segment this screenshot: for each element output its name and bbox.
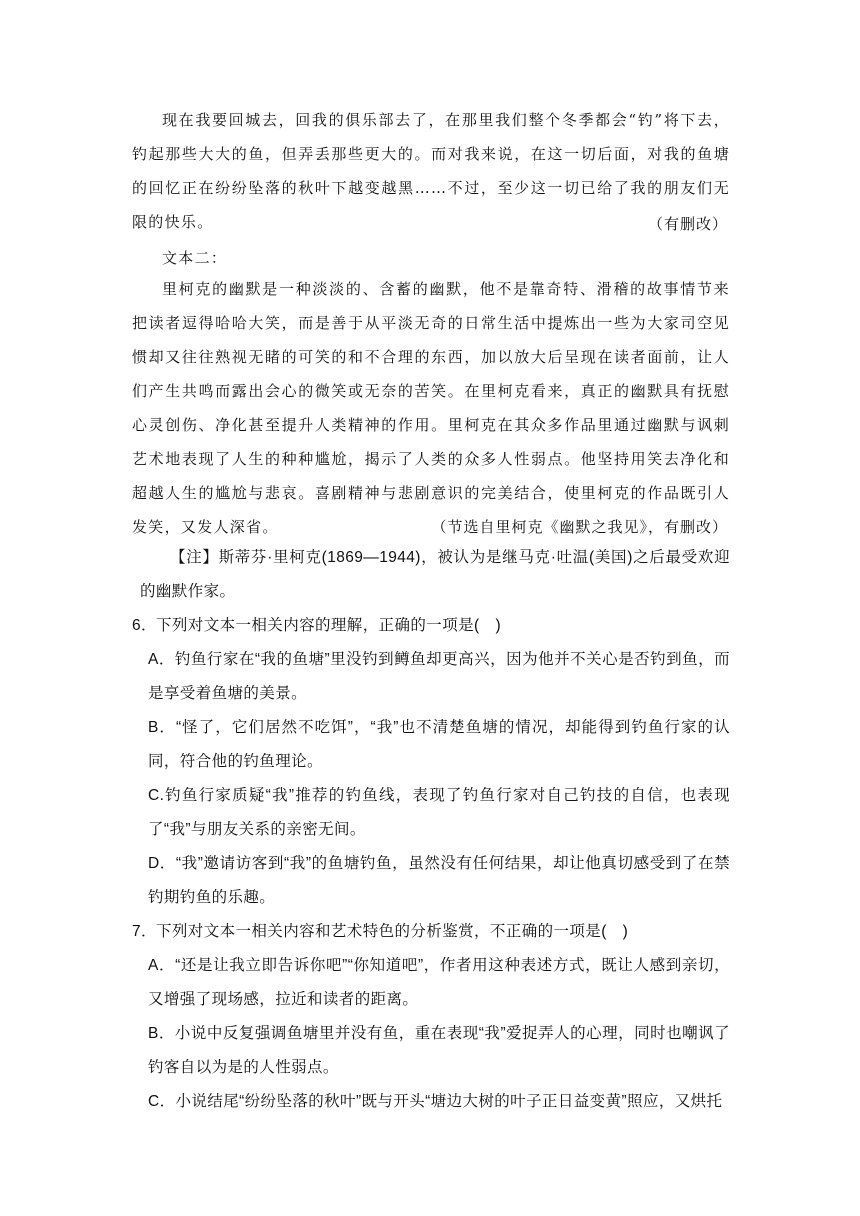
question-number: 6． — [132, 617, 157, 634]
text1-source: （有删改） — [647, 215, 728, 233]
text1-paragraph: 现在我要回城去，回我的俱乐部去了，在那里我们整个冬季都会“钓”将下去，钓起那些大大的鱼，但弄丢那些更大的。而对我来说，在这一切后面，对我的鱼塘的回忆正在纷纷坠落的秋叶下越变越黑……不过，至少这一切已给了我的朋友们无限的快乐。 — [132, 111, 730, 231]
text2-label: 文本二： — [162, 249, 228, 267]
question-6-stem — [132, 609, 732, 643]
question-7-option-c: C．小说结尾“纷纷坠落的秋叶”既与开头“塘边大树的叶子正日益变黄”照应，又烘托 — [148, 1093, 723, 1110]
note-paragraph: 【注】斯蒂芬·里柯克(1869—1944)，被认为是继马克·吐温(美国)之后最受欢迎的幽默作家。 — [140, 549, 730, 600]
text2-source: （节选自里柯克《幽默之我见》，有删改） — [431, 518, 728, 536]
question-6-option-a: A．钓鱼行家在“我的鱼塘”里没钓到鳟鱼却更高兴，因为他并不关心是否钓到鱼，而是享受着鱼塘的美景。 — [148, 651, 730, 702]
question-7-option-a: A．“还是让我立即告诉你吧”“你知道吧”，作者用这种表述方式，既让人感到亲切，又增强了现场感，拉近和读者的距离。 — [148, 957, 730, 1008]
question-6-option-b: B．“怪了，它们居然不吃饵”，“我”也不清楚鱼塘的情况，却能得到钓鱼行家的认同，符合他的钓鱼理论。 — [148, 719, 730, 770]
question-text: 下列对文本一相关内容的理解，正确的一项是( ) — [156, 617, 502, 634]
question-text: 下列对文本一相关内容和艺术特色的分析鉴赏，不正确的一项是( ) — [156, 923, 629, 940]
question-7-option-b: B．小说中反复强调鱼塘里并没有鱼，重在表现“我”爱捉弄人的心理，同时也嘲讽了钓客自以为是的人性弱点。 — [148, 1025, 730, 1076]
question-7-stem — [132, 915, 732, 949]
question-number: 7． — [132, 923, 157, 940]
question-6-option-c: C.钓鱼行家质疑“我”推荐的钓鱼线，表现了钓鱼行家对自己钓技的自信，也表现了“我”与朋友关系的亲密无间。 — [148, 787, 730, 838]
text2-paragraph: 里柯克的幽默是一种淡淡的、含蓄的幽默，他不是靠奇特、滑稽的故事情节来把读者逗得哈哈大笑，而是善于从平淡无奇的日常生活中提炼出一些为大家司空见惯却又往往熟视无睹的可笑的和不合理的东西，加以放大后呈现在读者面前，让人们产生共鸣而露出会心的微笑或无奈的苦笑。在里柯克看来，真正的幽默具有抚慰心灵创伤、净化甚至提升人类精神的作用。里柯克在其众多作品里通过幽默与讽刺艺术地表现了人生的种种尴尬，揭示了人类的众多人性弱点。他坚持用笑去净化和超越人生的尴尬与悲哀。喜剧精神与悲剧意识的完美结合，使里柯克的作品既引人发笑，又发人深省。 — [132, 280, 730, 536]
question-6-option-d: D．“我”邀请访客到“我”的鱼塘钓鱼，虽然没有任何结果，却让他真切感受到了在禁钓期钓鱼的乐趣。 — [148, 855, 730, 906]
